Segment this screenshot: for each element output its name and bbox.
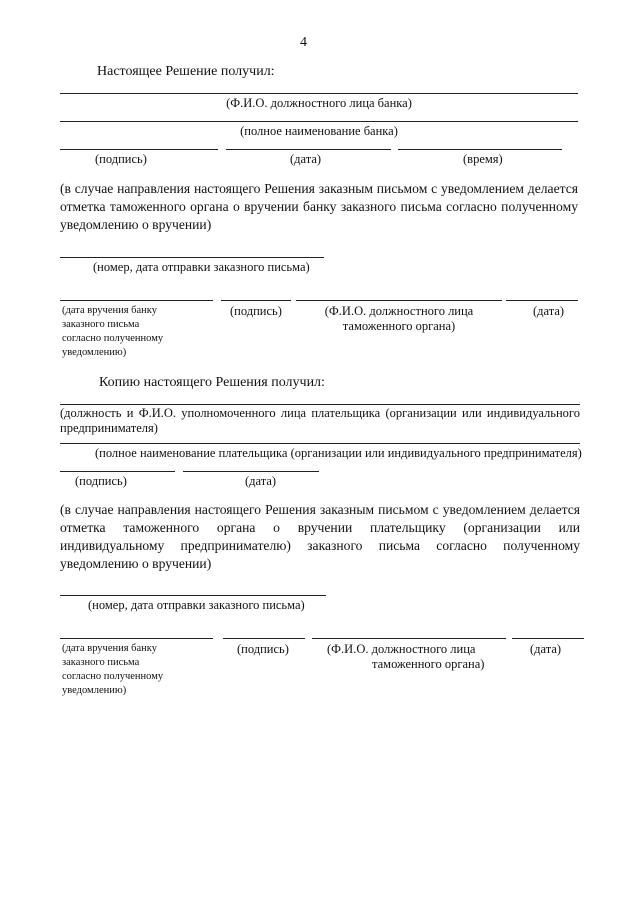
date-line: [226, 149, 391, 150]
delivery-date2-label: [62, 642, 163, 698]
customs-official2-label-line: (Ф.И.О. должностного лица: [327, 642, 476, 656]
delivery-date2-label-line: уведомлению): [62, 685, 127, 696]
letter-label: (номер, дата отправки заказного письма): [93, 260, 310, 274]
time-label: (время): [463, 152, 503, 166]
customs-official2-label: [327, 642, 484, 672]
letter2-label: (номер, дата отправки заказного письма): [88, 598, 305, 612]
signature2-line: [221, 300, 291, 301]
customs-official-label-line: (Ф.И.О. должностного лица: [324, 304, 474, 318]
bank-name-label: (полное наименование банка): [240, 124, 398, 138]
letter-line: [60, 257, 324, 258]
payer-position-label: (должность и Ф.И.О. уполномоченного лица плательщика (организации или индивидуального предпринимателя): [60, 406, 580, 435]
delivery-date2-label-line: согласно полученному: [62, 671, 164, 682]
bank-name-line: [60, 121, 578, 122]
delivery-date-label-line: уведомлению): [62, 347, 127, 358]
payer-position-line: [60, 404, 580, 405]
customs-official-line: [296, 300, 502, 301]
delivery-date-label-line: (дата вручения банку: [62, 305, 158, 316]
delivery-date-label-line: согласно полученному: [62, 333, 164, 344]
date3-line: [512, 638, 584, 639]
section1-note: (в случае направления настоящего Решения заказным письмом с уведомлением делается отметка таможенного органа о вручении банку заказного письма согласно полученному уведомлению о вручении): [60, 181, 578, 232]
date3-label: (дата): [530, 642, 562, 656]
signature-label: (подпись): [95, 152, 147, 166]
letter2-line: [60, 595, 326, 596]
customs-official-label: [296, 304, 502, 334]
signature-line: [60, 149, 218, 150]
date-label: (дата): [290, 152, 322, 166]
customs-official-label-line: таможенного органа): [342, 319, 456, 333]
payer-name-label: (полное наименование плательщика (организации или индивидуального предпринимателя): [95, 446, 582, 460]
payer-signature-label: (подпись): [75, 474, 127, 488]
payer-name-line: [60, 443, 580, 444]
payer-date-line: [183, 471, 319, 472]
section1-heading: Настоящее Решение получил:: [97, 64, 275, 79]
delivery-date2-label-line: заказного письма: [62, 657, 140, 668]
fio-bank-label: (Ф.И.О. должностного лица банка): [226, 96, 412, 110]
signature2-label: (подпись): [230, 304, 282, 318]
date2-line: [506, 300, 578, 301]
page-number: 4: [300, 35, 307, 50]
fio-bank-line: [60, 93, 578, 94]
delivery-date-line: [60, 300, 213, 301]
signature3-label: (подпись): [237, 642, 289, 656]
payer-signature-line: [60, 471, 175, 472]
customs-official2-label-line: таможенного органа): [372, 657, 485, 671]
date2-label: (дата): [533, 304, 565, 318]
time-line: [398, 149, 562, 150]
delivery-date2-line: [60, 638, 213, 639]
signature3-line: [223, 638, 305, 639]
section2-note: (в случае направления настоящего Решения заказным письмом с уведомлением делается отметка таможенного органа о вручении плательщику (организации или индивидуальному предпринимателю) заказного письма согласно полученному уведомлению о вручении): [60, 502, 580, 571]
section2-heading: Копию настоящего Решения получил:: [99, 375, 325, 390]
customs-official2-line: [312, 638, 506, 639]
delivery-date-label-line: заказного письма: [62, 319, 140, 330]
delivery-date2-label-line: (дата вручения банку: [62, 643, 158, 654]
delivery-date-label: [62, 304, 163, 360]
payer-date-label: (дата): [245, 474, 277, 488]
